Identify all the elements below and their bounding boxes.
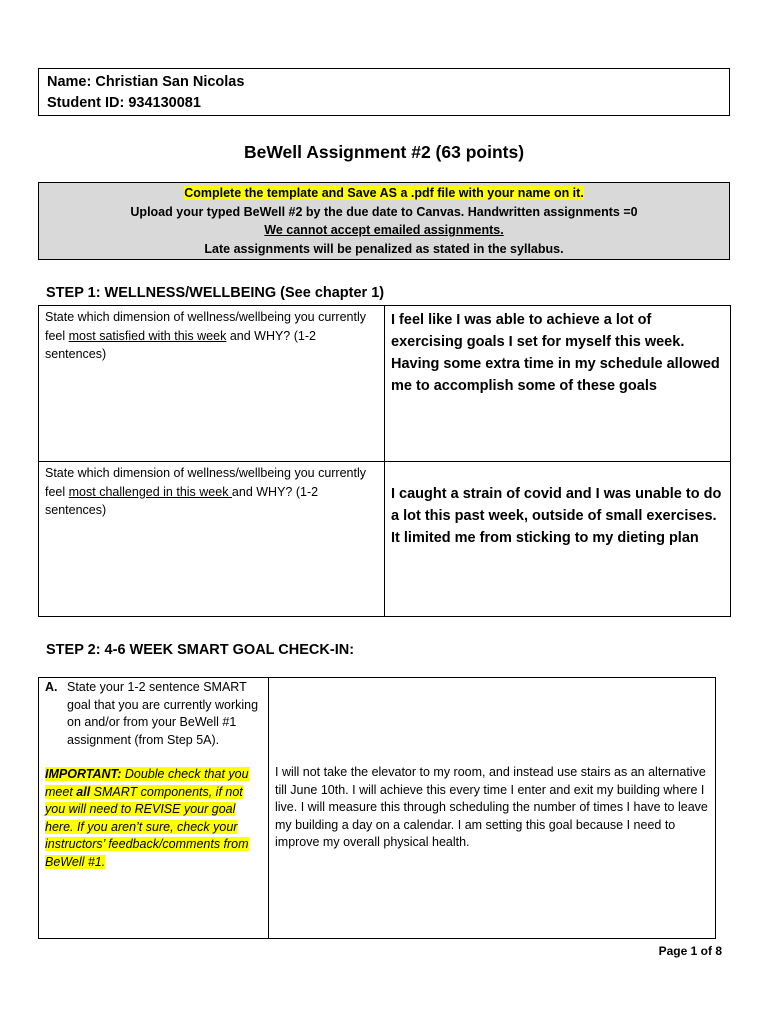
step2-heading: STEP 2: 4-6 WEEK SMART GOAL CHECK-IN:: [46, 642, 355, 658]
step2-question-a: [39, 678, 269, 939]
step1-heading: STEP 1: WELLNESS/WELLBEING (See chapter 1): [46, 285, 385, 301]
item-letter: A.: [45, 680, 58, 694]
instruction-line-1: Complete the template and Save AS a .pdf file with your name on it.: [184, 186, 584, 200]
instructions-box: [38, 182, 730, 260]
student-name: Name: Christian San Nicolas: [47, 74, 245, 90]
step2-answer-a[interactable]: I will not take the elevator to my room, and instead use stairs as an alternative till June 10th. I will achieve this every time I enter and exit my building where I live. I will measure this through scheduling the number of times I have to leave my building a day on a calendar. I am setting this goal because I need to improve my overall physical health.: [269, 678, 716, 939]
step1-table: [38, 305, 731, 617]
important-note: IMPORTANT: Double check that you meet all SMART components, if not you will need to REVISE your goal here. If you aren’t sure, check your instructors’ feedback/comments from BeWell #1.: [45, 767, 249, 869]
step1-row-satisfied: [39, 306, 731, 462]
item-text: State your 1-2 sentence SMART goal that you are currently working on and/or from your BeWell #1 assignment (from Step 5A).: [67, 680, 259, 747]
step1-row-challenged: [39, 462, 731, 617]
step1-answer-2[interactable]: I caught a strain of covid and I was unable to do a lot this past week, outside of small exercises. It limited me from sticking to my dieting plan: [385, 462, 731, 617]
step1-question-1: State which dimension of wellness/wellbeing you currently feel most satisfied with this week and WHY? (1-2 sentences): [39, 306, 385, 462]
step2-row-a: [39, 678, 716, 939]
page-number: Page 1 of 8: [658, 944, 722, 958]
page-title: BeWell Assignment #2 (63 points): [243, 142, 525, 162]
step2-table: [38, 677, 716, 939]
instruction-line-2: Upload your typed BeWell #2 by the due date to Canvas. Handwritten assignments =0: [130, 204, 638, 219]
step1-question-2: State which dimension of wellness/wellbeing you currently feel most challenged in this week and WHY? (1-2 sentences): [39, 462, 385, 617]
student-id: Student ID: 934130081: [47, 95, 201, 111]
student-info-box: [38, 68, 730, 116]
instruction-line-4: Late assignments will be penalized as stated in the syllabus.: [204, 241, 564, 256]
step1-answer-1[interactable]: I feel like I was able to achieve a lot of exercising goals I set for myself this week. Having some extra time in my schedule allowed me to accomplish some of these goals: [385, 306, 731, 462]
instruction-line-3: We cannot accept emailed assignments.: [264, 223, 504, 237]
